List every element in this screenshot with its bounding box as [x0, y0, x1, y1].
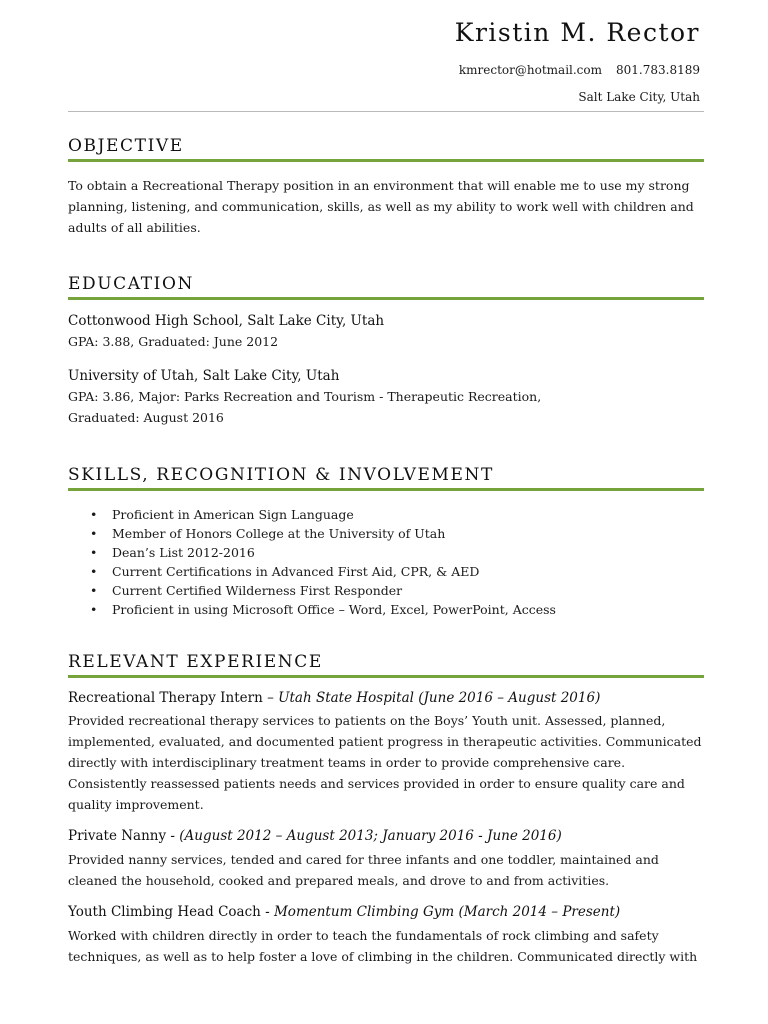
job-description-3: Worked with children directly in order to teach the fundamentals of rock climbing and safety techniques, as well as to help foster a love of climbing in the children. Communicated directly with	[68, 928, 698, 964]
education-detail-2b: Graduated: August 2016	[68, 410, 224, 425]
education-school-1: Cottonwood High School, Salt Lake City, Utah	[68, 313, 385, 329]
section-title-objective: OBJECTIVE	[68, 136, 704, 162]
bullet-icon: •	[90, 564, 98, 579]
bullet-icon: •	[90, 507, 98, 522]
job-detail: - (August 2012 – August 2013; January 2016 - June 2016)	[166, 828, 562, 844]
job-role: Youth Climbing Head Coach	[68, 904, 261, 920]
job-description-1: Provided recreational therapy services to patients on the Boys’ Youth unit. Assessed, planned, implemented, evaluated, and documented patient progress in therapeutic activities. Communicated directly with interdisciplinary treatment teams in order to provide comprehensive care. Consistently reassessed patients needs and services provided in order to ensure quality care and quality improvement.	[68, 713, 702, 812]
education-school-2: University of Utah, Salt Lake City, Utah	[68, 368, 340, 384]
job-detail: - Momentum Climbing Gym (March 2014 – Present)	[260, 904, 621, 920]
list-item: • Dean’s List 2012-2016	[90, 545, 255, 560]
list-item: • Member of Honors College at the University of Utah	[90, 526, 446, 541]
section-title-experience: RELEVANT EXPERIENCE	[68, 652, 704, 678]
candidate-name: Kristin M. Rector	[454, 18, 700, 47]
email-text: kmrector@hotmail.com	[458, 63, 603, 77]
job-title-1	[68, 690, 704, 706]
list-item: • Proficient in using Microsoft Office – Word, Excel, PowerPoint, Access	[90, 602, 556, 617]
header-divider	[68, 111, 704, 112]
location-text: Salt Lake City, Utah	[578, 90, 700, 104]
list-item: • Proficient in American Sign Language	[90, 507, 354, 522]
bullet-icon: •	[90, 602, 98, 617]
skills-list	[68, 505, 704, 619]
list-item: • Current Certified Wilderness First Responder	[90, 583, 403, 598]
job-title-2	[68, 828, 704, 844]
objective-text: To obtain a Recreational Therapy position in an environment that will enable me to use my strong planning, listening, and communication, skills, as well as my ability to work well with children and adults of all abilities.	[68, 178, 694, 235]
contact-line	[459, 63, 700, 77]
education-detail-2: GPA: 3.86, Major: Parks Recreation and Tourism - Therapeutic Recreation,	[68, 389, 542, 404]
job-detail: – Utah State Hospital (June 2016 – August 2016)	[262, 690, 601, 706]
education-detail-1: GPA: 3.88, Graduated: June 2012	[68, 334, 279, 349]
section-title-education: EDUCATION	[68, 274, 704, 300]
section-title-skills: SKILLS, RECOGNITION & INVOLVEMENT	[68, 465, 704, 491]
job-title-3	[68, 904, 704, 920]
job-role: Recreational Therapy Intern	[68, 690, 263, 706]
bullet-icon: •	[90, 583, 98, 598]
bullet-icon: •	[90, 545, 98, 560]
job-role: Private Nanny	[68, 828, 167, 844]
job-description-2: Provided nanny services, tended and cared for three infants and one toddler, maintained and cleaned the household, cooked and prepared meals, and drove to and from activities.	[68, 852, 659, 888]
bullet-icon: •	[90, 526, 98, 541]
phone-text: 801.783.8189	[616, 63, 700, 77]
list-item: • Current Certifications in Advanced First Aid, CPR, & AED	[90, 564, 480, 579]
